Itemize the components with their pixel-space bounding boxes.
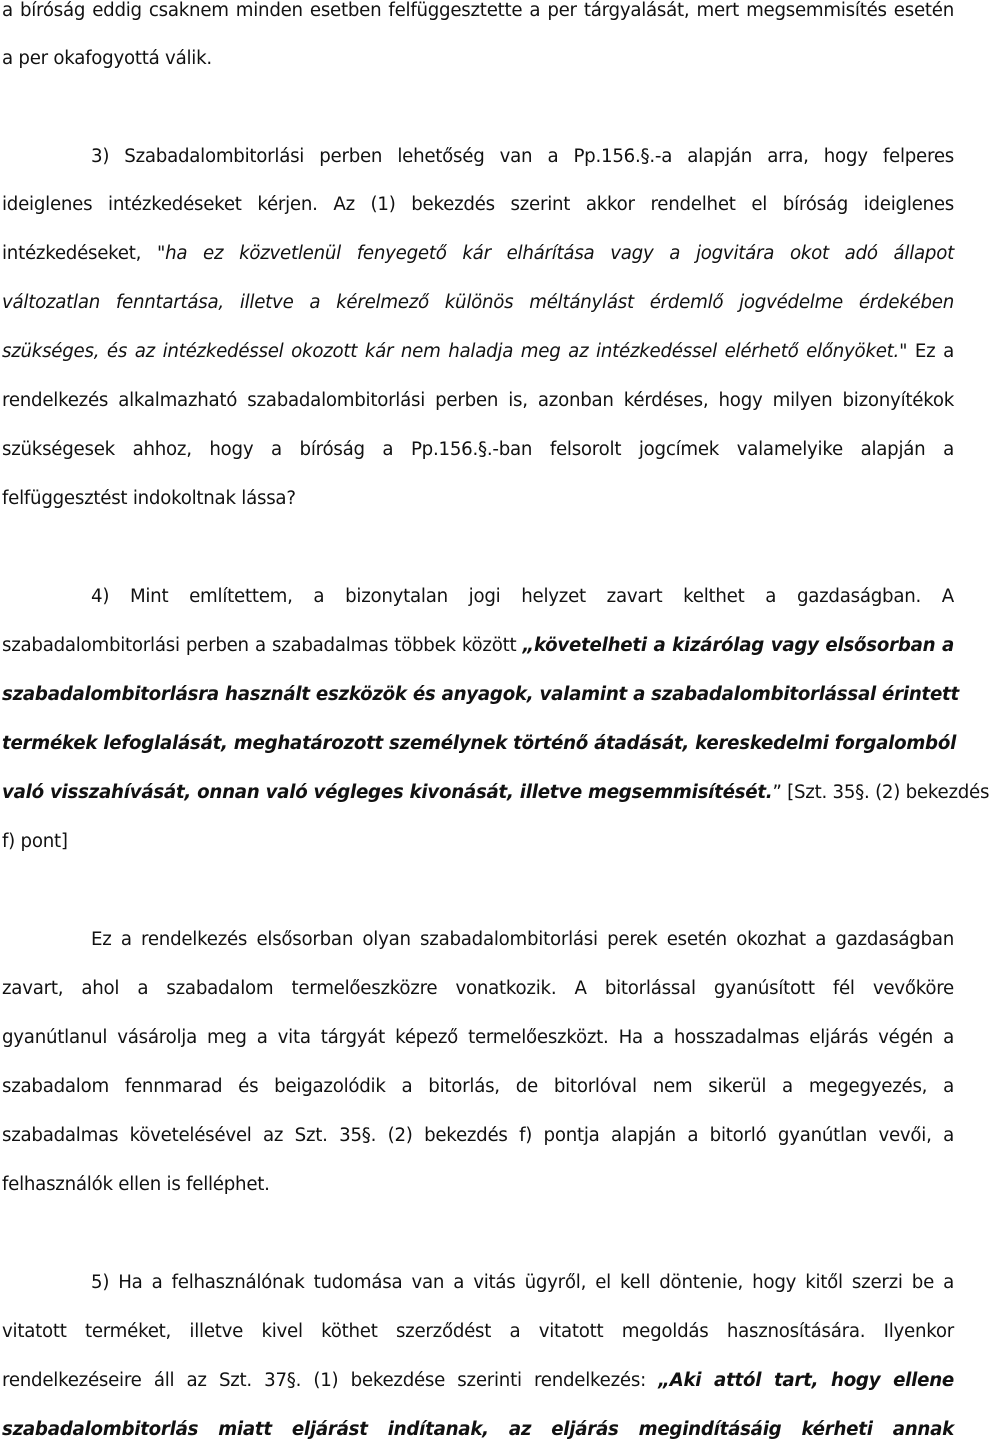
quote-italic-bold: „Aki attól tart, hogy ellene xyxy=(658,1370,954,1391)
text-line xyxy=(2,239,954,269)
text-line xyxy=(2,827,954,857)
text-line-italic-bold xyxy=(2,1415,954,1445)
text-run: a bíróság eddig csaknem minden esetben felfüggesztette a per tárgyalását, mert megsemmisítés esetén xyxy=(2,0,954,21)
text-run: felfüggesztést indokoltnak lássa? xyxy=(2,488,296,509)
text-run: szabadalmas követelésével az Szt. 35§. (2) bekezdés f) pontja alapján a bitorló gyanútlan vevői, a xyxy=(2,1125,954,1146)
text-run: 3) Szabadalombitorlási perben lehetőség van a Pp.156.§.-a alapján arra, hogy felperes xyxy=(91,146,954,167)
quote-italic: változatlan fenntartása, illetve a kérelmező különös méltánylást érdemlő jogvédelme érdekében xyxy=(2,292,954,313)
text-line-italic-bold xyxy=(2,680,959,710)
text-line xyxy=(2,435,954,465)
text-line xyxy=(2,1072,954,1102)
quote-italic-bold: „követelheti a kizárólag vagy elsősorban a xyxy=(522,635,954,656)
text-line-italic-bold xyxy=(2,729,957,759)
quote-italic-bold: való visszahívását, onnan való végleges kivonását, illetve megsemmisítését. xyxy=(2,782,773,803)
paragraph-4-first-line xyxy=(91,582,954,612)
text-run: szabadalombitorlási perben a szabadalmas többek között xyxy=(2,635,523,656)
text-run: szükségesek ahhoz, hogy a bíróság a Pp.156.§.-ban felsorolt jogcímek valamelyike alapján a xyxy=(2,439,954,460)
text-line xyxy=(2,44,954,74)
quote-italic: ha ez közvetlenül fenyegető kár elhárítása vagy a jogvitára okot adó állapot xyxy=(165,243,954,264)
text-run: f) pont] xyxy=(2,831,68,852)
text-run: rendelkezéseire áll az Szt. 37§. (1) bekezdése szerinti rendelkezés: xyxy=(2,1370,659,1391)
text-line xyxy=(2,1170,954,1200)
paragraph-3-first-line xyxy=(91,142,954,172)
text-run: 4) Mint említettem, a bizonytalan jogi helyzet zavart kelthet a gazdaságban. A xyxy=(91,586,954,607)
text-run: intézkedéseket, " xyxy=(2,243,166,264)
text-run: a per okafogyottá válik. xyxy=(2,48,212,69)
text-run: ideiglenes intézkedéseket kérjen. Az (1) bekezdés szerint akkor rendelhet el bíróság ideiglenes xyxy=(2,194,954,215)
text-line xyxy=(2,190,954,220)
text-run: szabadalom fennmarad és beigazolódik a bitorlás, de bitorlóval nem sikerül a megegyezés, a xyxy=(2,1076,954,1097)
text-run: Ez a rendelkezés elsősorban olyan szabadalombitorlási perek esetén okozhat a gazdaságban xyxy=(91,929,954,950)
text-run: rendelkezés alkalmazható szabadalombitorlási perben is, azonban kérdéses, hogy milyen bizonyítékok xyxy=(2,390,954,411)
text-run: gyanútlanul vásárolja meg a vita tárgyát képező termelőeszközt. Ha a hosszadalmas eljárás végén a xyxy=(2,1027,954,1048)
text-line xyxy=(2,386,954,416)
text-line xyxy=(2,631,954,661)
text-run: 5) Ha a felhasználónak tudomása van a vitás ügyről, el kell döntenie, hogy kitől szerzi be a xyxy=(91,1272,954,1293)
paragraph-first-line xyxy=(91,925,954,955)
text-line xyxy=(2,778,989,808)
text-line xyxy=(2,484,954,514)
text-line xyxy=(2,337,954,367)
text-line xyxy=(2,1023,954,1053)
text-run: ” [Szt. 35§. (2) bekezdés xyxy=(772,782,989,803)
quote-italic: szükséges, és az intézkedéssel okozott kár nem haladja meg az intézkedéssel elérhető előnyöket. xyxy=(2,341,900,362)
text-line xyxy=(2,974,954,1004)
quote-italic-bold: szabadalombitorlásra használt eszközök és anyagok, valamint a szabadalombitorlással érintett xyxy=(2,684,959,705)
text-line-italic xyxy=(2,288,954,318)
text-run: zavart, ahol a szabadalom termelőeszközre vonatkozik. A bitorlással gyanúsított fél vevőköre xyxy=(2,978,954,999)
paragraph-5-first-line xyxy=(91,1268,954,1298)
text-line xyxy=(2,1317,954,1347)
text-line xyxy=(2,0,954,26)
quote-italic-bold: szabadalombitorlás miatt eljárást indítanak, az eljárás megindításáig kérheti annak xyxy=(2,1419,954,1440)
text-run: vitatott terméket, illetve kivel köthet szerződést a vitatott megoldás hasznosítására. Ilyenkor xyxy=(2,1321,954,1342)
quote-italic-bold: termékek lefoglalását, meghatározott személynek történő átadását, kereskedelmi forgalomból xyxy=(2,733,957,754)
text-run: " Ez a xyxy=(899,341,954,362)
text-line xyxy=(2,1366,954,1396)
text-line xyxy=(2,1121,954,1151)
text-run: felhasználók ellen is felléphet. xyxy=(2,1174,270,1195)
